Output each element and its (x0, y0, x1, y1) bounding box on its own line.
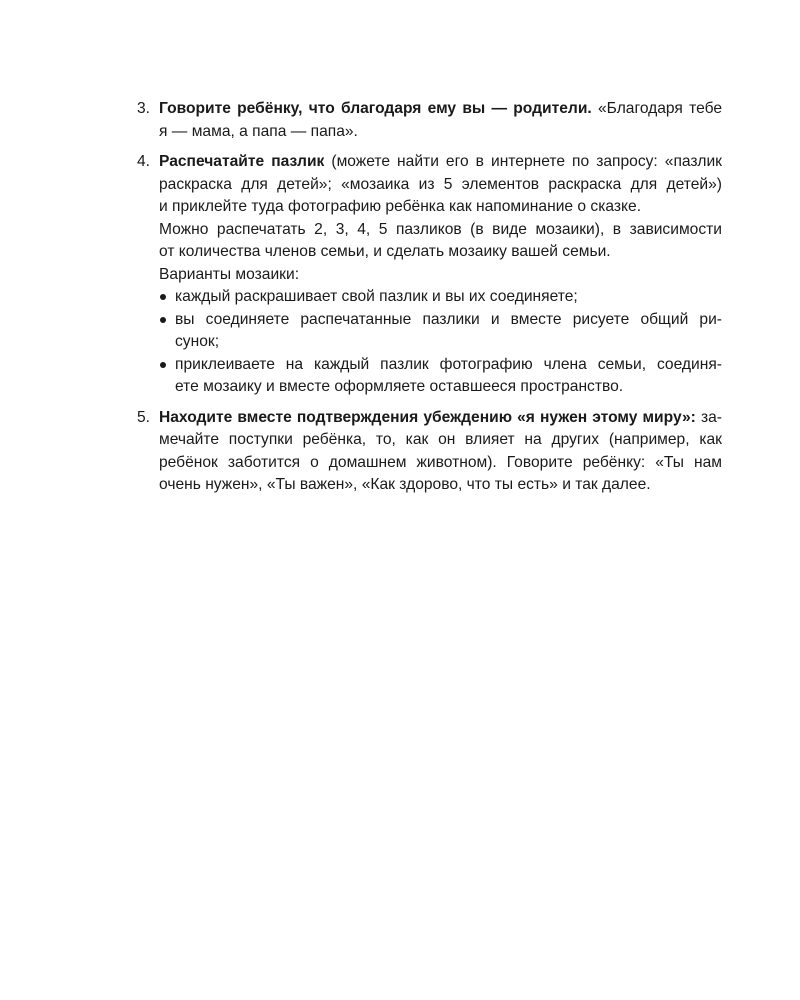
text-run: я — мама, а папа — папа». (159, 122, 358, 140)
text-run: «Благодаря тебе (591, 100, 722, 117)
text-run: ребёнок заботится о домашнем животном). Говорите ребёнку: «Ты нам (159, 453, 722, 471)
text-line: каждый раскрашивает свой пазлик и вы их соединяете; (175, 288, 578, 305)
text-run: мечайте поступки ребёнка, то, как он влияет на других (например, как (159, 431, 722, 448)
text-run: и приклейте туда фотографию ребёнка как напоминание о сказке. (159, 198, 642, 215)
text-run: Можно распечатать 2, 3, 4, 5 пазликов (в виде мозаики), в зависимости (159, 220, 722, 238)
bold-phrase: Находите вместе подтверждения убеждению «я нужен этому миру»: (159, 408, 696, 426)
bold-phrase: Говорите ребёнку, что благодаря ему вы — родители. (159, 100, 592, 117)
text-line (159, 407, 722, 430)
bullet-dot-icon (160, 294, 166, 300)
bold-phrase: Распечатайте пазлик (159, 153, 325, 170)
text-line (159, 219, 722, 242)
bullet-item (159, 354, 722, 399)
text-run: (можете найти его в интернете по запросу: «пазлик (324, 153, 722, 170)
text-run: очень нужен», «Ты важен», «Как здорово, что ты есть» и так далее. (159, 476, 651, 493)
text-line: сунок; (175, 333, 220, 350)
list-number: 3. (137, 100, 151, 117)
list-number: 4. (137, 153, 151, 170)
text-run: от количества членов семьи, и сделать мозаику вашей семьи. (159, 243, 611, 260)
list-item-4 (137, 151, 722, 399)
text-line (159, 121, 722, 144)
text-run: раскраска для детей»; «мозаика из 5 элементов раскраска для детей») (159, 175, 722, 193)
text-line (159, 241, 722, 264)
text-run: Варианты мозаики: (159, 265, 300, 283)
bullet-item (159, 286, 722, 309)
bullet-dot-icon (160, 362, 166, 368)
text-line: вы соединяете распечатанные пазлики и вместе рисуете общий ри- (175, 310, 722, 328)
text-line (159, 98, 722, 121)
text-line (159, 196, 722, 219)
text-line: приклеиваете на каждый пазлик фотографию члена семьи, соединя- (175, 355, 722, 373)
text-line (159, 151, 722, 174)
bullet-dot-icon (160, 317, 166, 323)
list-number: 5. (137, 408, 151, 426)
bullet-item (159, 309, 722, 354)
list-item-5 (137, 407, 722, 497)
text-line (159, 474, 722, 497)
list-item-3 (137, 98, 722, 143)
text-line (159, 452, 722, 475)
text-line (159, 264, 722, 287)
text-run: за- (695, 408, 722, 426)
text-line: ете мозаику и вместе оформляете оставшееся пространство. (175, 378, 624, 395)
document-page (137, 98, 722, 505)
text-line (159, 174, 722, 197)
text-line (159, 429, 722, 452)
